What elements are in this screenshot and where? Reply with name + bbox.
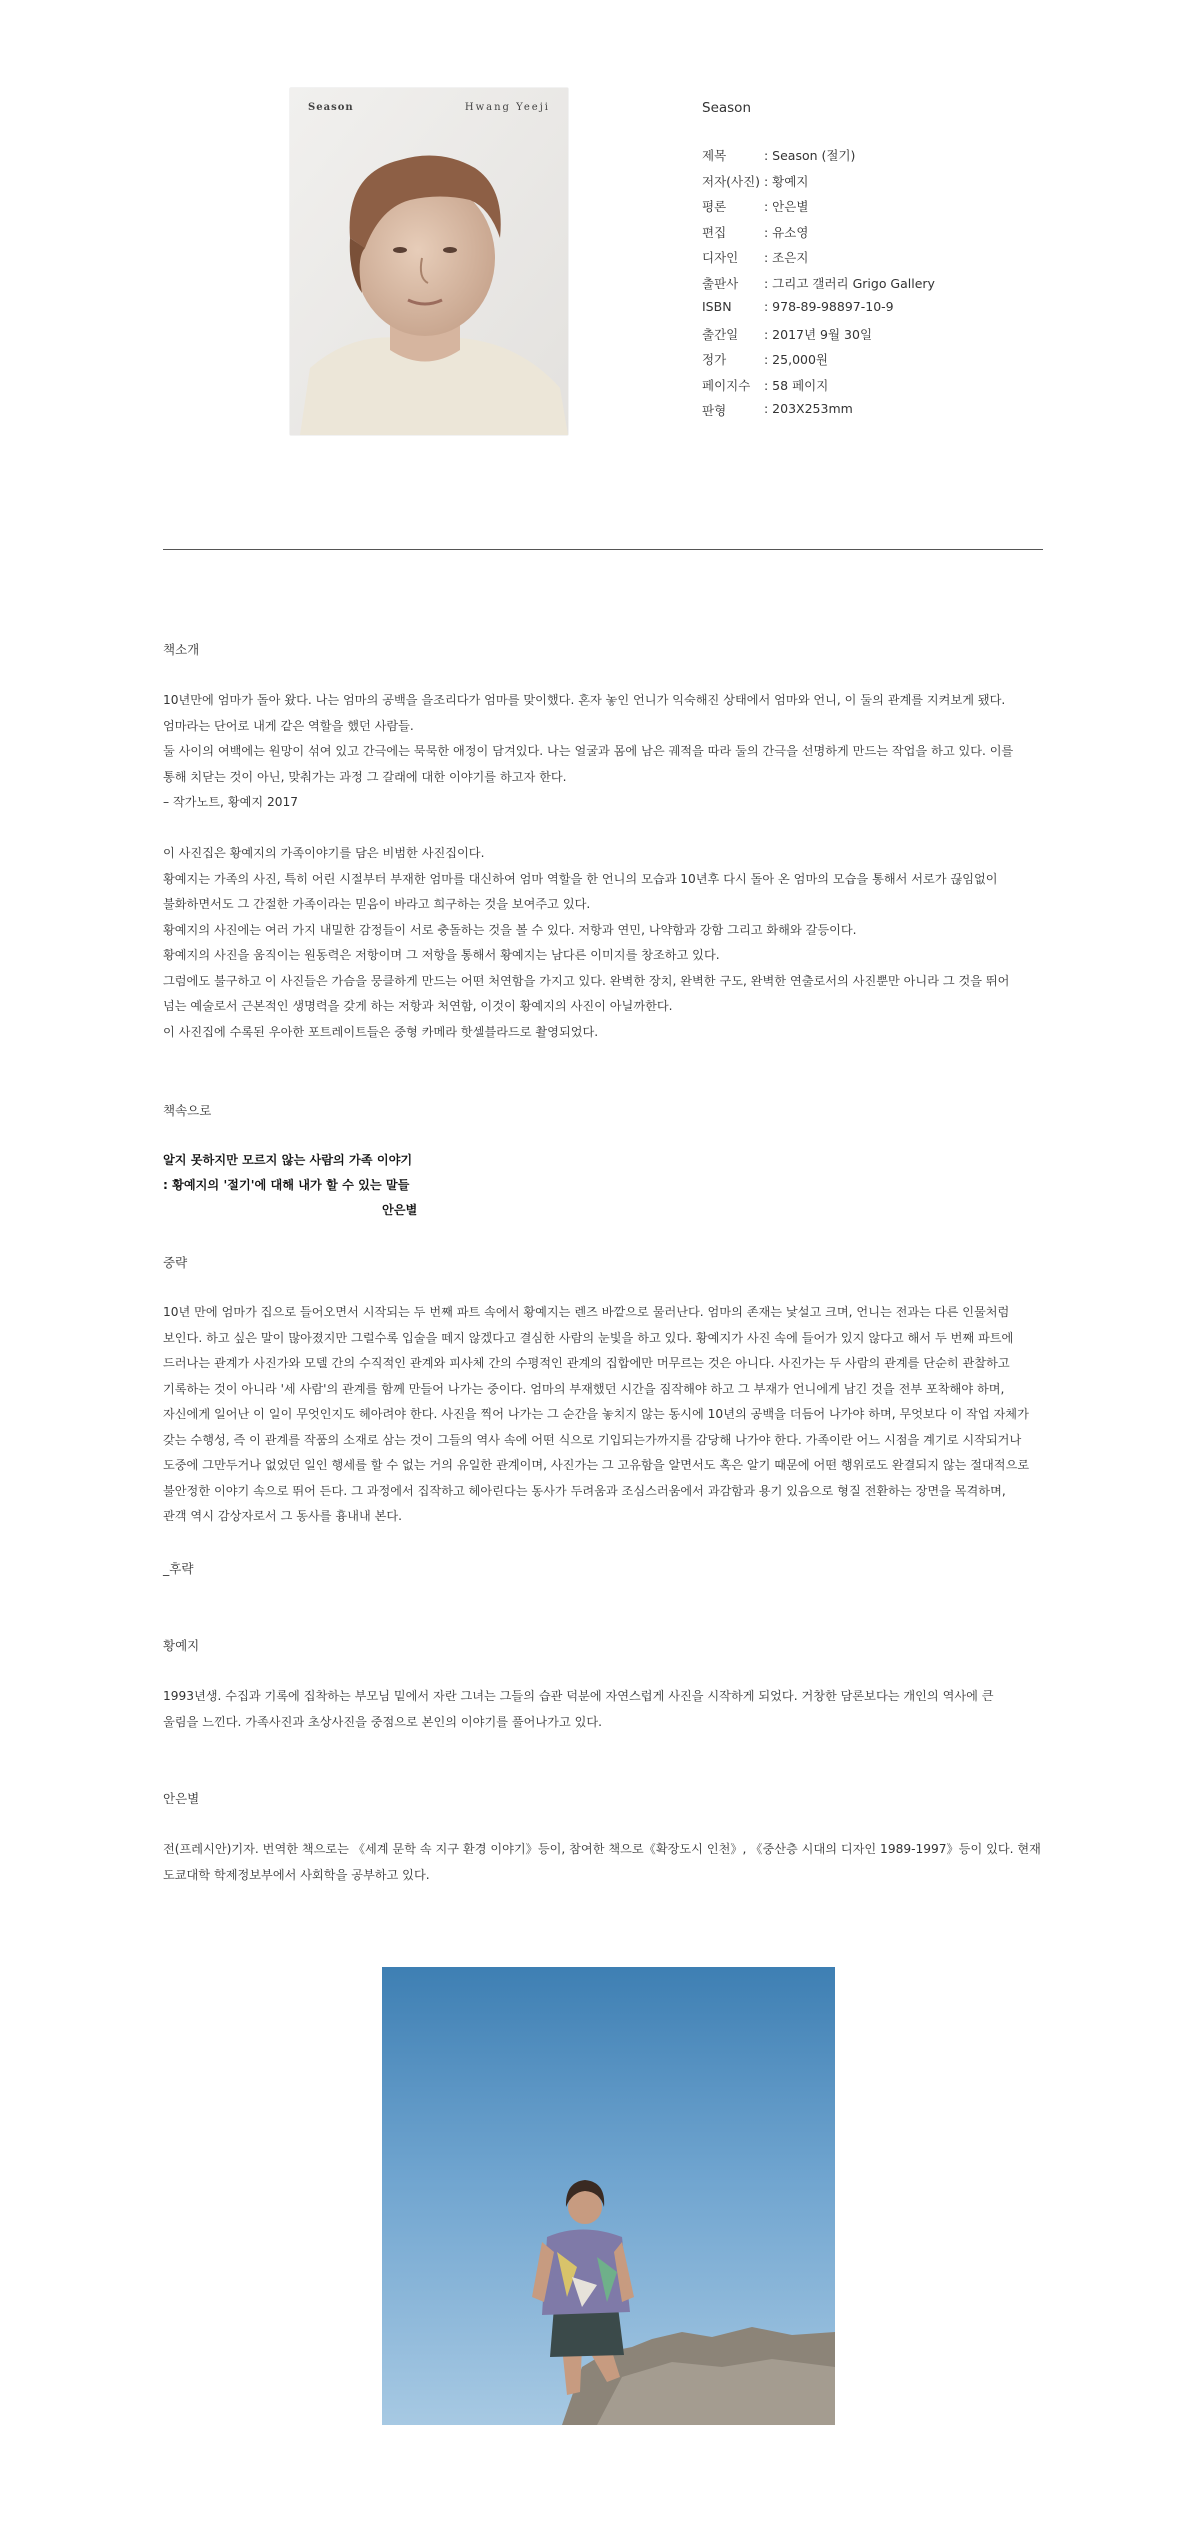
text-line: 관객 역시 감상자로서 그 동사를 흉내내 본다. [163,1509,403,1523]
info-key: 저자(사진) [702,173,761,189]
text-line: 도쿄대학 학제정보부에서 사회학을 공부하고 있다. [163,1867,430,1882]
info-row [702,376,935,402]
text-line: 그럼에도 불구하고 이 사진들은 가슴을 뭉클하게 만드는 어떤 처연함을 가지고 있다. 완벽한 장치, 완벽한 구도, 완벽한 연출로서의 사진뿐만 아니라 그 것을 뛰어 [163,973,1010,988]
info-row [702,197,935,223]
info-key: 평론 [702,199,727,214]
info-key: 정가 [702,352,727,367]
text-line: 넘는 예술로서 근본적인 생명력을 갖게 하는 저항과 처연함, 이것이 황예지의 사진이 아닐까한다. [163,999,673,1013]
text-line: 황예지의 사진에는 여러 가지 내밀한 감정들이 서로 충돌하는 것을 볼 수 있다. 저항과 연민, 나약함과 강함 그리고 화해와 갈등이다. [163,922,857,937]
info-value: : Season (절기) [764,148,856,163]
text-line: 10년 만에 엄마가 집으로 들어오면서 시작되는 두 번째 파트 속에서 황예지는 렌즈 바깥으로 물러난다. 엄마의 존재는 낯설고 크며, 언니는 전과는 다른 인물처럼 [163,1305,1010,1319]
text-line: 10년만에 엄마가 돌아 왔다. 나는 엄마의 공백을 을조리다가 엄마를 맞이했다. 혼자 놓인 언니가 익숙해진 상태에서 엄마와 언니, 이 둘의 관계를 지켜보게 됐다. [163,693,1006,707]
text-line: 불안정한 이야기 속으로 뛰어 든다. 그 과정에서 집작하고 헤아린다는 동사가 두려움과 조심스러움에서 과감함과 용기 있음으로 형질 전환하는 장면을 목격하며, [163,1483,1006,1498]
text-line: 엄마라는 단어로 내게 같은 역할을 했던 사람들. [163,718,414,733]
info-value: : 안은별 [764,199,809,214]
author-bio-heading: 황예지 [163,1638,200,1653]
excerpt-heading: 책속으로 [163,1103,212,1118]
info-key: 페이지수 [702,377,751,393]
info-value: : 58 페이지 [764,377,829,393]
bottom-photo [382,1967,835,2425]
critic-bio-body [163,1837,1043,1888]
text-line: 드러나는 관계가 사진가와 모델 간의 수직적인 관계와 피사체 간의 수평적인 관계의 집합에만 머무르는 것은 아니다. 사진가는 두 사람의 관계를 단순히 관찰하고 [163,1356,1010,1370]
book-title: Season [702,100,751,116]
intro-heading: 책소개 [163,642,200,657]
info-key: 출간일 [702,326,739,342]
critic-bio-heading: 안은별 [163,1791,200,1806]
info-value: : 황예지 [764,173,809,189]
info-row [702,248,935,274]
text-line: 둘 사이의 여백에는 원망이 섞여 있고 간극에는 묵묵한 애정이 담겨있다. 나는 얼굴과 몸에 남은 궤적을 따라 둘의 간극을 선명하게 만드는 작업을 하고 있다. 이를 [163,744,1014,758]
excerpt-omitted-bottom: _후략 [163,1561,194,1576]
info-value: : 조은지 [764,250,809,265]
text-line: 이 사진집에 수록된 우아한 포트레이트들은 중형 카메라 핫셀블라드로 촬영되었다. [163,1024,599,1039]
cover-portrait-illustration [290,88,568,435]
info-key: 편집 [702,224,727,240]
info-value: : 203X253mm [764,401,853,416]
intro-block-2 [163,841,1043,1045]
info-key: ISBN [702,299,732,314]
info-value: : 유소영 [764,224,809,240]
info-row [702,172,935,198]
author-bio-body [163,1684,1043,1735]
info-row [702,299,935,325]
intro-block-1 [163,688,1043,816]
text-line: 통해 치닫는 것이 아닌, 맞춰가는 과정 그 갈래에 대한 이야기를 하고자 한다. [163,769,567,784]
text-line: 1993년생. 수집과 기록에 집착하는 부모님 밑에서 자란 그녀는 그들의 습관 덕분에 자연스럽게 사진을 시작하게 되었다. 거창한 담론보다는 개인의 역사에 큰 [163,1689,994,1703]
text-line: 불화하면서도 그 간절한 가족이라는 믿음이 바라고 희구하는 것을 보여주고 있다. [163,897,591,911]
cover-title: Season [308,102,354,113]
info-row [702,350,935,376]
info-row [702,223,935,249]
excerpt-body [163,1300,1043,1530]
photo-illustration [382,1967,835,2425]
text-line: 자신에게 일어난 이 일이 무엇인지도 헤아려야 한다. 사진을 찍어 나가는 그 순간을 놓치지 않는 동시에 10년의 공백을 더듬어 나가야 하며, 무엇보다 이 작업 자체가 [163,1407,1029,1421]
excerpt-omitted-top: 중략 [163,1255,188,1270]
text-line: 전(프레시안)기자. 번역한 책으로는 《세계 문학 속 지구 환경 이야기》등이, 참여한 책으로《확장도시 인천》, 《중산층 시대의 디자인 1989-1997》등이 있다. 현재 [163,1842,1041,1856]
info-value: : 25,000원 [764,352,828,367]
text-line: 울림을 느낀다. 가족사진과 초상사진을 중점으로 본인의 이야기를 풀어나가고 있다. [163,1714,603,1729]
text-line: 이 사진집은 황예지의 가족이야기를 담은 비범한 사진집이다. [163,846,485,860]
info-key: 출판사 [702,275,739,291]
text-line: 황예지의 사진을 움직이는 원동력은 저항이며 그 저항을 통해서 황예지는 남다른 이미지를 창조하고 있다. [163,948,720,962]
text-line: 갖는 수행성, 즉 이 관계를 작품의 소재로 삼는 것이 그들의 역사 속에 어떤 식으로 기입되는가까지를 감당해 나가야 한다. 가족이란 어느 시점을 계기로 시작되거나 [163,1432,1022,1447]
info-key: 디자인 [702,250,739,265]
info-row [702,401,935,427]
text-line: 황예지는 가족의 사진, 특히 어린 시절부터 부재한 엄마를 대신하여 엄마 역할을 한 언니의 모습과 10년후 다시 돌아 온 엄마의 모습을 통해서 서로가 끊임없이 [163,871,998,886]
section-divider [163,549,1043,550]
info-row [702,325,935,351]
excerpt-author: 안은별 [382,1203,418,1217]
text-line: – 작가노트, 황예지 2017 [163,795,299,809]
excerpt-title-1: 알지 못하지만 모르지 않는 사람의 가족 이야기 [163,1153,413,1167]
info-row [702,274,935,300]
excerpt-title-2: : 황예지의 '절기'에 대해 내가 할 수 있는 말들 [163,1178,410,1192]
info-value: : 2017년 9월 30일 [764,326,873,342]
cover-author: Hwang Yeeji [464,102,550,113]
book-cover-image [290,88,568,435]
info-row [702,146,935,172]
text-line: 보인다. 하고 싶은 말이 많아졌지만 그럴수록 입술을 떼지 않겠다고 결심한 사람의 눈빛을 하고 있다. 황예지가 사진 속에 들어가 있지 않다고 해서 두 번째 파트에 [163,1330,1014,1345]
info-value: : 그리고 갤러리 Grigo Gallery [764,275,935,291]
info-value: : 978-89-98897-10-9 [764,299,894,314]
text-line: 도중에 그만두거나 없었던 일인 행세를 할 수 없는 거의 유일한 관계이며, 사진가는 그 고유함을 알면서도 혹은 알기 때문에 어떤 행위로도 완결되지 않는 절대적으로 [163,1458,1030,1472]
info-key: 제목 [702,148,727,163]
text-line: 기록하는 것이 아니라 '세 사람'의 관계를 함께 만들어 나가는 중이다. 엄마의 부재했던 시간을 짐작해야 하고 그 부재가 언니에게 남긴 것을 전부 포착해야 하며, [163,1381,1005,1396]
book-info-table [702,146,935,427]
info-key: 판형 [702,403,727,418]
